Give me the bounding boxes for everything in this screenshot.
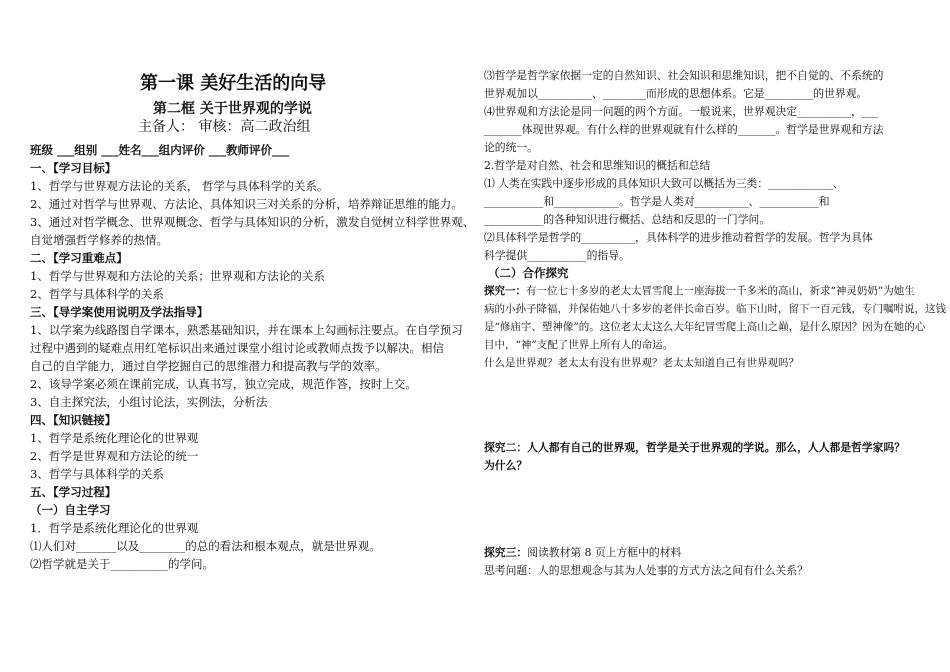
process-4a: ⑷世界观和方法论是同一问题的两个方面。一般说来，世界观决定__________，___	[484, 105, 879, 118]
heading-key-points: 二、【学习重难点】	[30, 251, 128, 265]
inquiry-3-label: 探究三：	[484, 546, 528, 559]
inquiry-1-question: 什么是世界观？老太太有没有世界观？老太太知道自己有世界观吗？	[484, 357, 799, 369]
knowledge-link-1: 1、哲学是系统化理论化的世界观	[30, 431, 199, 445]
heading-learning-process: 五、【学习过程】	[30, 485, 117, 499]
knowledge-link-2: 2、哲学是世界观和方法论的统一	[30, 449, 199, 463]
process-2-head: 2.哲学是对自然、社会和思维知识的概括和总结	[484, 159, 711, 172]
heading-knowledge-links: 四、【知识链接】	[30, 413, 117, 427]
inquiry-1-line-c: 是“修庙宇、塑神像”的。这位老太太这么大年纪冒雪爬上高山之巅，是什么原因？因为在她的心	[484, 321, 926, 333]
goal-3a: 3、通过对哲学概念、世界观概念、哲学与具体知识的分析，激发自觉树立科学世界观、	[30, 215, 475, 229]
inquiry-1-text-a: 有一位七十多岁的老太太冒雪爬上一座海拔一千多米的高山，祈求“神灵奶奶”为她生	[526, 285, 915, 297]
inquiry-1-line-a	[484, 284, 915, 299]
goal-3b: 自觉增强哲学修养的热情。	[30, 233, 168, 247]
inquiry-3-question: 思考问题：人的思想观念与其为人处事的方式方法之间有什么关系？	[484, 564, 808, 577]
inquiry-3-line	[484, 545, 681, 560]
preparer-line: 主备人： 审核：高二政治组	[138, 119, 311, 135]
key-point-1: 1、哲学与世界观和方法论的关系；世界观和方法论的关系	[30, 269, 325, 283]
inquiry-2-line-a: 探究二：人人都有自己的世界观，哲学是关于世界观的学说。那么，人人都是哲学家吗？	[484, 441, 906, 454]
process-3a: ⑶哲学是哲学家依据一定的自然知识、社会知识和思维知识，把不自觉的、不系统的	[484, 69, 884, 82]
process-3b: 世界观加以__________、________而形成的思想体系。它是_________的世界观。	[484, 87, 868, 100]
key-point-2: 2、哲学与具体科学的关系	[30, 287, 164, 301]
goal-1: 1、哲学与世界观方法论的关系， 哲学与具体科学的关系。	[30, 179, 329, 193]
self-study-1: 1．哲学是系统化理论化的世界观	[30, 521, 199, 535]
knowledge-link-3: 3、哲学与具体科学的关系	[30, 467, 164, 481]
process-2-1c: ___________的各种知识进行概括、总结和反思的一门学问。	[484, 213, 771, 226]
process-2-1b: ___________和____________。哲学是人类对__________、___________和	[484, 195, 830, 208]
heading-learning-goals: 一、【学习目标】	[30, 161, 117, 175]
inquiry-1-line-d: 目中，“神”支配了世界上所有人的命运。	[484, 339, 674, 351]
class-info-line: 班级 ___组别 ___姓名___组内评价 ___教师评价___	[30, 143, 290, 157]
process-4c: 论的统一。	[484, 141, 538, 154]
instruction-1c: 自己的自学能力，通过自学挖掘自己的思维潜力和提高教与学的效率。	[30, 359, 387, 373]
instruction-3: 3、自主探究法，小组讨论法，实例法，分析法	[30, 395, 268, 409]
inquiry-1-label: 探究一：	[484, 285, 526, 297]
process-2-2b: 科学提供___________的指导。	[484, 249, 630, 262]
inquiry-2-line-b: 为什么？	[484, 459, 528, 472]
process-2-1a: ⑴ 人类在实践中逐步形成的具体知识大致可以概括为三类：____________、	[484, 177, 844, 190]
instruction-1a: 1、以学案为线路图自学课本，熟悉基础知识，并在课本上勾画标注要点。在自学预习	[30, 323, 463, 337]
section-subtitle: 第二框 关于世界观的学说	[153, 101, 312, 117]
self-study-1-2: ⑵哲学就是关于__________的学问。	[30, 557, 214, 571]
self-study-1-1: ⑴人们对_______以及________的总的看法和根本观点，就是世界观。	[30, 539, 381, 553]
heading-instructions: 三、【导学案使用说明及学法指导】	[30, 305, 209, 319]
process-4b: _______体现世界观。有什么样的世界观就有什么样的_______。哲学是世界观和方法	[484, 123, 884, 136]
goal-2: 2、通过对哲学与世界观、方法论、具体知识三对关系的分析，培养辩证思维的能力。	[30, 197, 463, 211]
subheading-cooperative-inquiry: （二）合作探究	[488, 266, 569, 280]
instruction-2: 2、该导学案必须在课前完成，认真书写，独立完成，规范作答，按时上交。	[30, 377, 417, 391]
inquiry-1-line-b: 病的小孙子降福，并保佑她八十多岁的老伴长命百岁。临下山时，留下一百元钱，专门嘱咐说，这钱	[484, 303, 946, 315]
inquiry-3-text: 阅读教材第 8 页上方框中的材料	[527, 546, 682, 559]
lesson-title: 第一课 美好生活的向导	[140, 73, 327, 94]
instruction-1b: 过程中遇到的疑难点用红笔标识出来通过课堂小组讨论或教师点拨予以解决。相信	[30, 341, 444, 355]
subheading-self-study: （一）自主学习	[30, 503, 111, 517]
process-2-2a: ⑵具体科学是哲学的__________，具体科学的进步推动着哲学的发展。哲学为具体	[484, 231, 873, 244]
